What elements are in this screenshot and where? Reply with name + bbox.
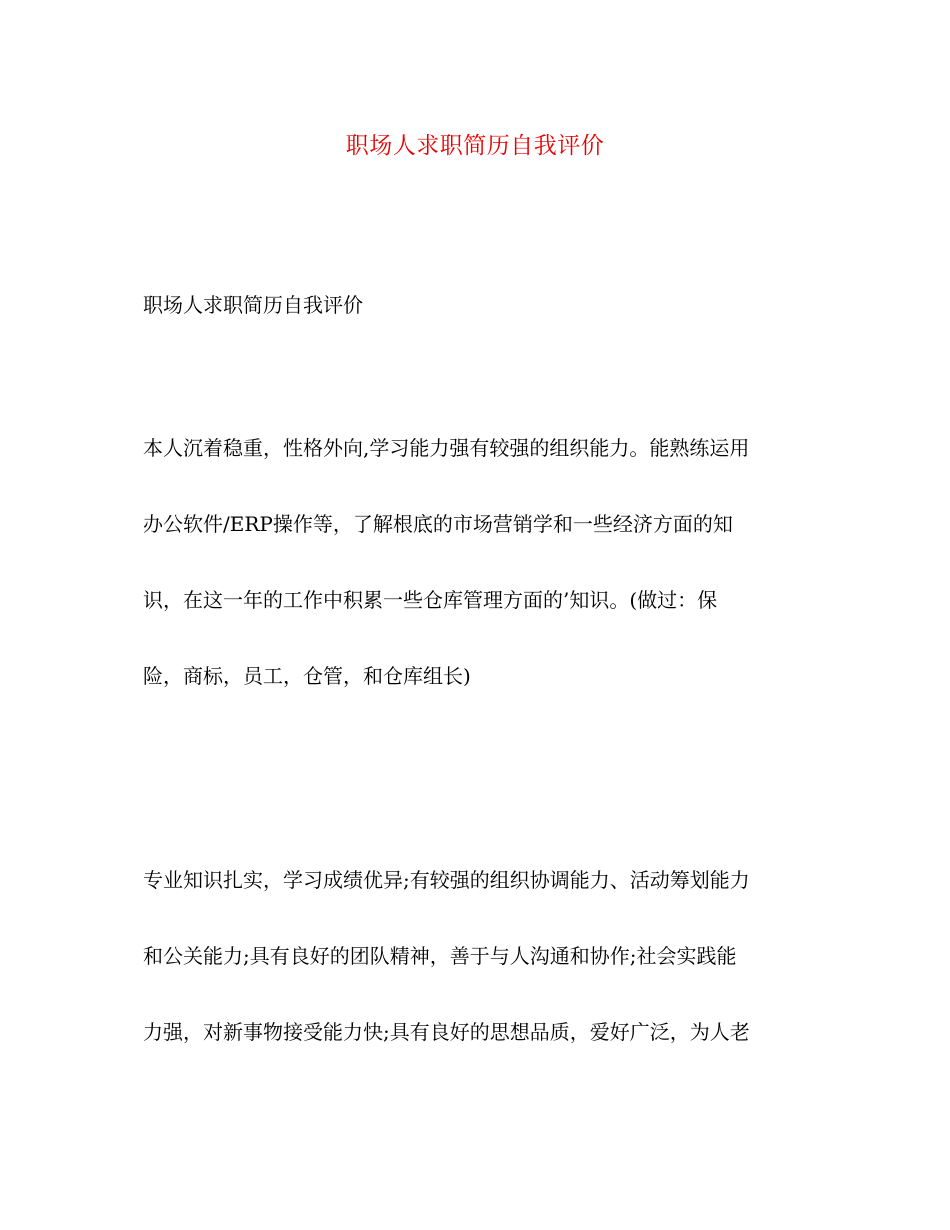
paragraph-line: 力强，对新事物接受能力快;具有良好的思想品质，爱好广泛，为人老 bbox=[143, 1020, 750, 1044]
paragraph-self-evaluation-1 bbox=[143, 433, 813, 737]
paragraph-line: 专业知识扎实，学习成绩优异;有较强的组织协调能力、活动筹划能力 bbox=[143, 868, 750, 892]
paragraph-line: 识，在这一年的工作中积累一些仓库管理方面的’知识。(做过：保 bbox=[143, 588, 718, 612]
paragraph-line: 和公关能力;具有良好的团队精神，善于与人沟通和协作;社会实践能 bbox=[143, 944, 737, 968]
document-title: 职场人求职简历自我评价 bbox=[345, 133, 605, 159]
paragraph-line: 办公软件/ERP操作等，了解根底的市场营销学和一些经济方面的知 bbox=[143, 512, 733, 536]
paragraph-line: 本人沉着稳重，性格外向,学习能力强有较强的组织能力。能熟练运用 bbox=[143, 436, 750, 460]
paragraph-line: 险，商标，员工，仓管，和仓库组长) bbox=[143, 664, 471, 688]
document-subtitle: 职场人求职简历自我评价 bbox=[143, 293, 363, 317]
paragraph-self-evaluation-2 bbox=[143, 865, 813, 1093]
